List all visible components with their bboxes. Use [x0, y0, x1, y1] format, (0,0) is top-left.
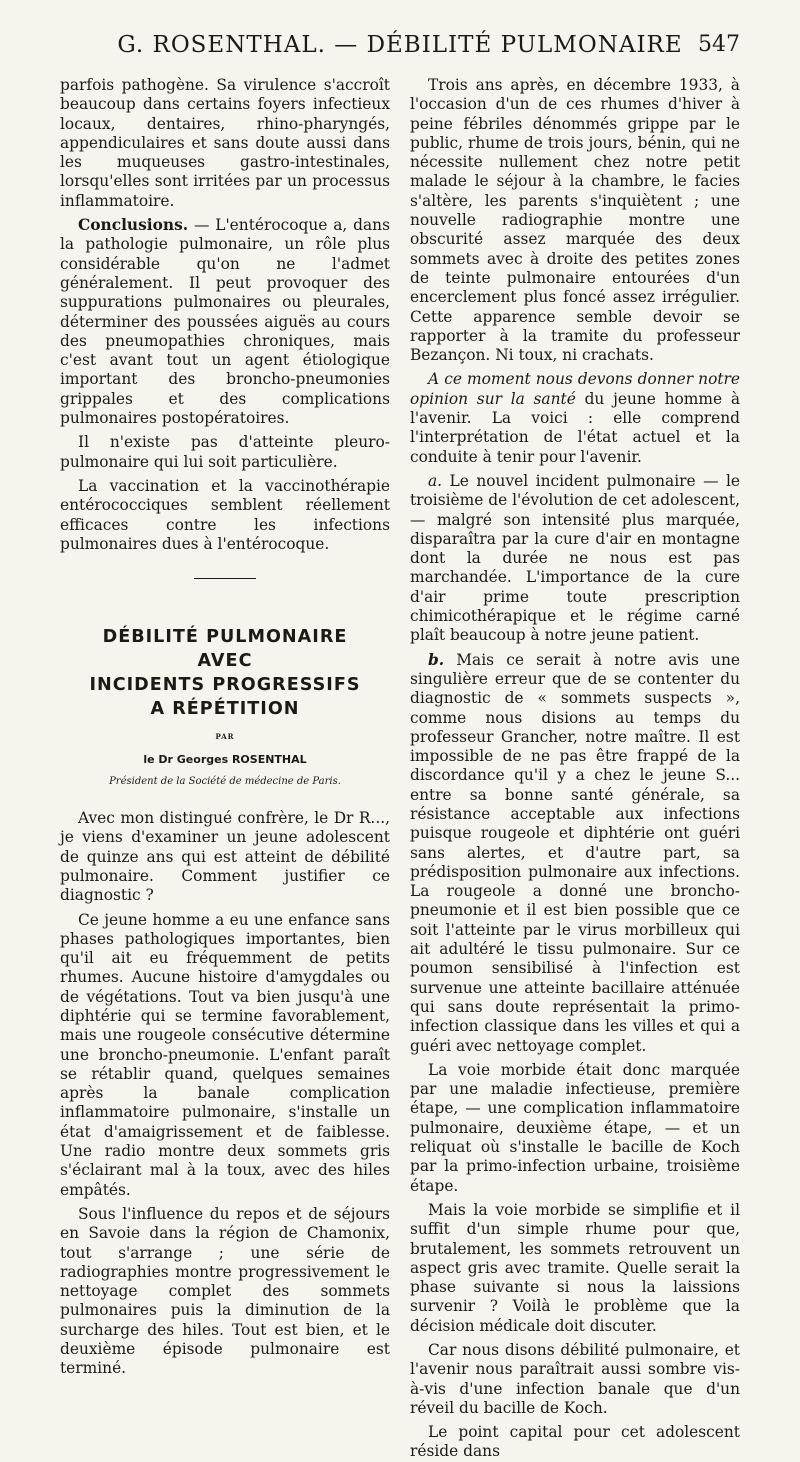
paragraph: Ce jeune homme a eu une enfance sans phases pathologiques importantes, bien qu'il ait eu fréquemment de petits rhumes. Aucune histoire d'amygdales ou de végétations. Tout va bien jusqu'à une diphtérie qui se termine favorablement, mais une rougeole consécutive détermine une broncho-pneumonie. L'enfant paraît se rétablir quand, quelques semaines après la banale complication inflammatoire pulmonaire, s'installe un état d'amaigrissement et de faiblesse. Une radio montre deux sommets gris s'éclairant mal à la toux, avec des hiles empâtés. [60, 910, 390, 1199]
paragraph: Sous l'influence du repos et de séjours en Savoie dans la région de Chamonix, tout s'arrange ; une série de radiographies montre progressivement le nettoyage complet des sommets pulmonaires puis la diminution de la surcharge des hiles. Tout est bien, et le deuxième épisode pulmonaire est terminé. [60, 1204, 390, 1378]
paragraph: La voie morbide était donc marquée par une maladie infectieuse, première étape, — une complication inflammatoire pulmonaire, deuxième étape, — et un reliquat où s'installe le bacille de Koch par la primo-infection urbaine, troisième étape. [410, 1060, 740, 1195]
author-name: le Dr Georges ROSENTHAL [143, 753, 307, 767]
paragraph: Car nous disons débilité pulmonaire, et l'avenir nous paraîtrait aussi sombre vis-à-vis d'une infection banale que d'un réveil du bacille de Koch. [410, 1341, 740, 1417]
running-title: G. ROSENTHAL. — DÉBILITÉ PULMONAIRE [117, 32, 683, 58]
paragraph [410, 370, 740, 466]
left-column [60, 76, 390, 1379]
page-header [60, 26, 740, 66]
title-line: AVEC [197, 651, 253, 672]
paragraph: Il n'existe pas d'atteinte pleuro-pulmonaire qui lui soit particulière. [60, 433, 390, 471]
paragraph: parfois pathogène. Sa virulence s'accroît beaucoup dans certains foyers infectieux locaux, dentaires, rhino-pharyngés, appendiculaires et sans doute aussi dans les muqueuses gastro-intestinales, lorsqu'elles sont irritées par un processus inflammatoire. [60, 76, 390, 210]
title-line: A RÉPÉTITION [150, 699, 300, 720]
item-label: b. [428, 650, 445, 669]
right-column [410, 76, 740, 1462]
paragraph [410, 472, 740, 646]
byline-par: PAR [215, 732, 235, 742]
article-title [60, 625, 390, 721]
page-number: 547 [698, 32, 740, 57]
paragraph-text: Le nouvel incident pulmonaire — le troisième de l'évolution de cet adolescent, — malgré son intensité plus marquée, disparaîtra par la cure d'air en montagne dont la durée ne nous est pas marchandée. L'importance de la cure d'air prime toute prescription chimicothérapique et le régime carné plaît beaucoup à notre jeune patient. [410, 471, 740, 645]
item-label: a. [428, 471, 443, 490]
paragraph: Avec mon distingué confrère, le Dr R..., je viens d'examiner un jeune adolescent de quinze ans qui est atteint de débilité pulmonaire. Comment justifier ce diagnostic ? [60, 809, 390, 905]
title-line: DÉBILITÉ PULMONAIRE [102, 627, 348, 648]
paragraph: Mais la voie morbide se simplifie et il suffit d'un simple rhume pour que, brutalement, les sommets retrouvent un aspect gris avec tramite. Quelle serait la phase suivante si nous la laissions survenir ? Voilà le problème que la décision médicale doit discuter. [410, 1200, 740, 1335]
section-divider [194, 578, 256, 579]
conclusions-label: Conclusions. [78, 216, 189, 235]
paragraph-text: Mais ce serait à notre avis une singulière erreur que de se contenter du diagnostic de « sommets suspects », comme nous disions au temps du professeur Grancher, notre maître. Il est impossible de ne pas être frappé de la discordance qu'il y a chez le jeune S... entre sa bonne santé générale, sa résistance acceptable aux infections puisque rougeole et diphtérie ont guéri sans alertes, et d'autre part, sa prédisposition pulmonaire aux infections. La rougeole a donné une broncho-pneumonie et il est bien possible que ce soit l'atteinte par le virus morbilleux qui ait adultéré le tissu pulmonaire. Sur ce poumon sensibilisé à l'infection est survenue une atteinte bacillaire atténuée qui sans doute représentait la primo-infection classique dans les villes et qui a guéri avec nettoyage complet. [410, 650, 740, 1055]
paragraph-text: du jeune homme à l'avenir. La voici : elle comprend l'interprétation de l'état actuel et la conduite à tenir pour l'avenir. [410, 389, 741, 466]
paragraph: Le point capital pour cet adolescent réside dans [410, 1423, 740, 1461]
title-line: INCIDENTS PROGRESSIFS [89, 675, 361, 696]
paragraph: La vaccination et la vaccinothérapie entérococciques semblent réellement efficaces contre les infections pulmonaires dues à l'entérocoque. [60, 476, 390, 553]
paragraph: Trois ans après, en décembre 1933, à l'occasion d'un de ces rhumes d'hiver à peine fébriles dénommés grippe par le public, rhume de trois jours, bénin, qui ne nécessite nullement chez notre petit malade le séjour à la chambre, le facies s'altère, les parents s'inquiètent ; une nouvelle radiographie montre une obscurité assez marquée des deux sommets avec à droite des petites zones de teinte pulmonaire entourées d'un encerclement plus foncé assez irrégulier. Cette apparence semble devoir se rapporter à la tramite du professeur Bezançon. Ni toux, ni crachats. [410, 76, 740, 365]
author-affiliation: Président de la Société de médecine de Paris. [109, 775, 341, 787]
italic-phrase: A ce moment nous devons donner notre opinion sur la santé [410, 370, 740, 408]
conclusions-paragraph [60, 216, 390, 428]
conclusions-text: — L'entérocoque a, dans la pathologie pulmonaire, un rôle plus considérable qu'on ne l'admet généralement. Il peut provoquer des suppurations pulmonaires ou pleurales, déterminer des poussées aiguës au cours des pneumopathies chroniques, mais c'est avant tout un agent étiologique important des broncho-pneumonies grippales et des complications pulmonaires postopératoires. [60, 216, 390, 428]
paragraph [410, 651, 740, 1056]
